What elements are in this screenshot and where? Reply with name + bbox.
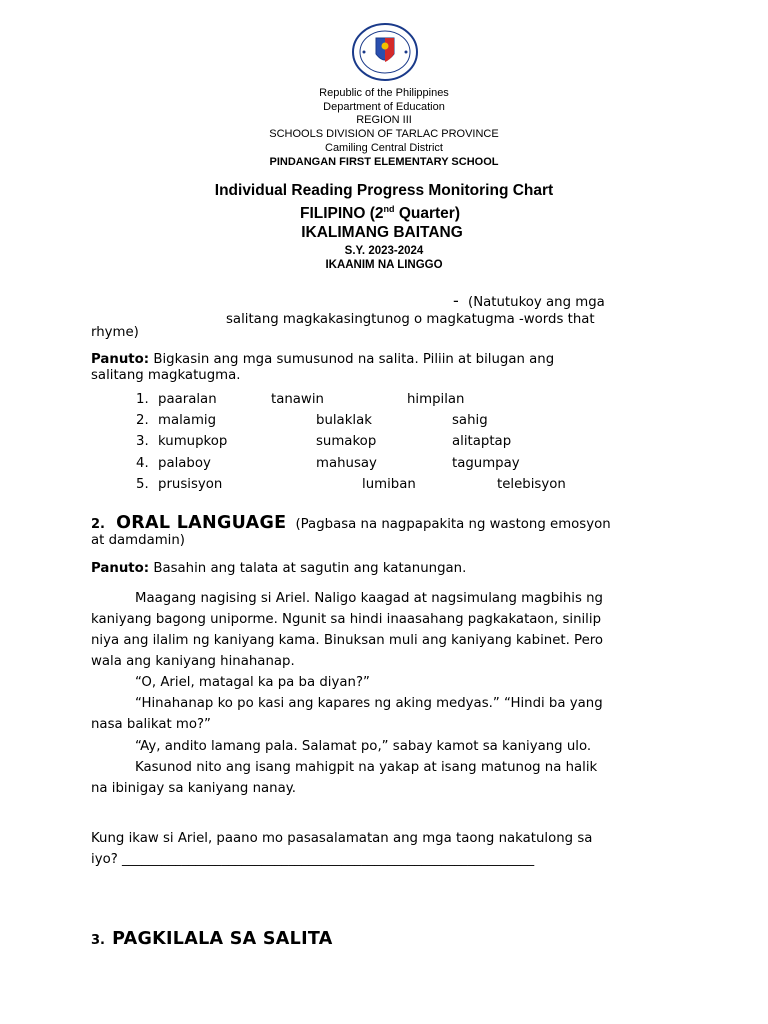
list-item-number: 1. [136, 392, 149, 407]
section1-desc-line2: salitang magkakasingtunog o magkatugma -words that [226, 312, 595, 327]
story-line: niya ang ilalim ng kaniyang kama. Binuksan muli ang kaniyang kabinet. Pero [91, 633, 604, 648]
list-item-number: 4. [136, 456, 149, 471]
section3-number: 3. [91, 933, 105, 948]
story-line: kaniyang bagong uniporme. Ngunit sa hindi inaasahang pagkakataon, sinilip [91, 612, 602, 627]
word-option: alitaptap [452, 434, 512, 449]
word-option: kumupkop [158, 434, 228, 449]
section1-dash: - [453, 291, 459, 310]
section2-instruction: Panuto: Basahin ang talata at sagutin ang katanungan. [91, 561, 467, 576]
list-item-number: 2. [136, 413, 149, 428]
list-item-number: 5. [136, 477, 149, 492]
word-option: himpilan [407, 392, 465, 407]
word-option: malamig [158, 413, 217, 428]
grade-title: IKALIMANG BAITANG [301, 224, 463, 241]
deped-seal-logo [350, 22, 420, 82]
section1-desc-line3: rhyme) [91, 325, 139, 340]
header-line-district: Camiling Central District [325, 142, 443, 154]
week-label: IKAANIM NA LINGGO [325, 259, 443, 271]
section1-instruction: Panuto: Bigkasin ang mga sumusunod na salita. Piliin at bilugan ang [91, 352, 555, 367]
story-line: wala ang kaniyang hinahanap. [91, 654, 295, 669]
word-option: tagumpay [452, 456, 520, 471]
header-line-republic: Republic of the Philippines [319, 87, 449, 99]
story-line: na ibinigay sa kaniyang nanay. [91, 781, 296, 796]
header-line-division: SCHOOLS DIVISION OF TARLAC PROVINCE [269, 128, 499, 140]
section2-desc: (Pagbasa na nagpapakita ng wastong emosyon [295, 517, 611, 532]
answer-line: iyo? ______________________________________________________________ [91, 852, 535, 867]
chart-title: Individual Reading Progress Monitoring Chart [214, 182, 554, 199]
story-line: “Hinahanap ko po kasi ang kapares ng aking medyas.” “Hindi ba yang [135, 696, 603, 711]
section3-title: PAGKILALA SA SALITA [112, 929, 333, 949]
section2-number: 2. [91, 517, 105, 532]
section3-heading [91, 929, 333, 949]
story-line: “O, Ariel, matagal ka pa ba diyan?” [135, 675, 370, 690]
section2-title: ORAL LANGUAGE [116, 513, 287, 533]
word-option: telebisyon [497, 477, 566, 492]
story-line: nasa balikat mo?” [91, 717, 211, 732]
story-line: “Ay, andito lamang pala. Salamat po,” sabay kamot sa kaniyang ulo. [135, 739, 592, 754]
header-school-name: PINDANGAN FIRST ELEMENTARY SCHOOL [269, 156, 499, 168]
word-option: bulaklak [316, 413, 372, 428]
section2-desc-cont: at damdamin) [91, 533, 185, 548]
story-line: Maagang nagising si Ariel. Naligo kaagad at nagsimulang magbihis ng [135, 591, 603, 606]
list-item-number: 3. [136, 434, 149, 449]
word-option: lumiban [362, 477, 416, 492]
subject-title: FILIPINO (2nd Quarter) [299, 204, 460, 223]
word-option: palaboy [158, 456, 211, 471]
word-option: paaralan [158, 392, 217, 407]
section1-instruction-cont: salitang magkatugma. [91, 368, 241, 383]
word-option: sahig [452, 413, 488, 428]
word-option: tanawin [271, 392, 324, 407]
header-line-region: REGION III [356, 114, 412, 126]
word-option: mahusay [316, 456, 377, 471]
word-option: prusisyon [158, 477, 223, 492]
section1-desc-line1: (Natutukoy ang mga [468, 295, 605, 310]
school-year: S.Y. 2023-2024 [344, 245, 424, 257]
story-line: Kasunod nito ang isang mahigpit na yakap at isang matunog na halik [135, 760, 598, 775]
header-line-deped: Department of Education [323, 101, 445, 113]
word-option: sumakop [316, 434, 377, 449]
question-text: Kung ikaw si Ariel, paano mo pasasalamatan ang mga taong nakatulong sa [91, 831, 593, 846]
